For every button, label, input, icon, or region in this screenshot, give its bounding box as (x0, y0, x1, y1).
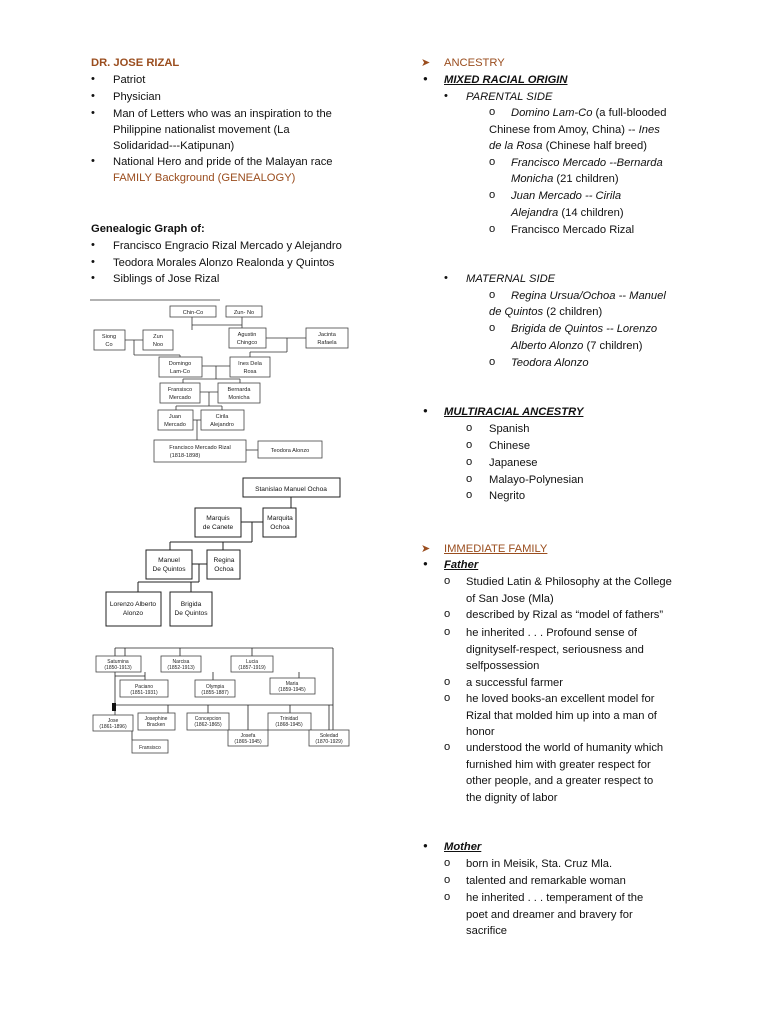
node-ines: Rosa (243, 369, 257, 375)
node-bernarda: Bernarda (227, 387, 251, 393)
node-brigida: Brigida (180, 601, 202, 608)
node-saturnina: Saturnina (107, 659, 129, 665)
node-agustin: Chingco (236, 340, 258, 346)
node-agustin: Agustin (237, 332, 257, 338)
text-span: Alejandra (511, 207, 559, 219)
node-ines: Ines Dela (238, 361, 262, 367)
node-concepcion: (1862-1865) (194, 722, 222, 728)
father-item: Studied Latin & Philosophy at the College (466, 576, 672, 588)
node-lorenzo: Alonzo (122, 610, 144, 617)
node-zun-no: Zun- No (233, 310, 255, 316)
list-item: Francisco Engracio Rizal Mercado y Alejandro (113, 240, 342, 252)
node-lorenzo: Lorenzo Alberto (109, 601, 157, 608)
node-jacinta: Rafaela (317, 340, 337, 346)
node-regina: Regina (213, 557, 235, 564)
node-concepcion: Concepcion (194, 716, 222, 722)
dot-bullet-icon: ● (423, 559, 428, 568)
text-span: (a full-blooded (592, 107, 667, 119)
father-item: understood the world of humanity which (466, 742, 664, 754)
node-jose: (1861-1896) (99, 724, 127, 730)
bullet-glyph: • (91, 256, 95, 268)
node-zun-no-2: Noo (152, 342, 164, 348)
node-lucia: (1857-1919) (238, 665, 266, 671)
circle-bullet: o (489, 289, 496, 301)
node-josefa: (1865-1945) (234, 739, 262, 745)
list-item: National Hero and pride of the Malayan race (113, 156, 333, 168)
section-heading-immediate-family: IMMEDIATE FAMILY (444, 543, 548, 555)
node-jose: Jose (107, 718, 119, 724)
node-soledad: (1870-1929) (315, 739, 343, 745)
circle-bullet: o (466, 456, 473, 468)
node-soledad: Soledad (319, 733, 339, 739)
section-heading-ancestry: ANCESTRY (444, 57, 505, 69)
bullet-glyph: • (91, 272, 95, 284)
node-jacinta: Jacinta (318, 332, 336, 338)
maternal-side-label: MATERNAL SIDE (466, 273, 556, 285)
text-span: (7 children) (583, 340, 643, 352)
mother-item: born in Meisik, Sta. Cruz Mla. (466, 858, 613, 870)
parental-side-label: PARENTAL SIDE (466, 91, 553, 103)
tree3-marker (112, 703, 116, 711)
subheading-mixed-racial-origin: MIXED RACIAL ORIGIN (444, 74, 568, 86)
node-siong-co: Co (105, 342, 113, 348)
race-item: Chinese (489, 440, 531, 452)
race-item: Spanish (489, 423, 530, 435)
maternal-item-2: Brigida de Quintos -- Lorenzo (511, 323, 658, 335)
node-domingo: Lam-Co (170, 369, 190, 375)
circle-bullet: o (444, 741, 451, 753)
node-francisco: Fransisco (167, 387, 193, 393)
text-span: Ines (638, 124, 660, 136)
list-item-cont: Solidaridad---Katipunan) (113, 140, 235, 152)
father-item: described by Rizal as “model of fathers” (466, 609, 664, 621)
list-item: Man of Letters who was an inspiration to the (113, 108, 332, 120)
list-item: Patriot (113, 74, 146, 86)
node-zun-no-2: Zun (153, 334, 163, 340)
text-span: de la Rosa (489, 140, 543, 152)
node-narcisa: Narcisa (172, 659, 190, 665)
arrow-bullet-icon: ➤ (421, 543, 431, 555)
node-lucia: Lucia (246, 659, 258, 665)
text-span: (Chinese half breed) (542, 140, 647, 152)
circle-bullet: o (489, 106, 496, 118)
list-item: Siblings of Jose Rizal (113, 273, 220, 285)
list-item: Physician (113, 91, 161, 103)
list-item: Teodora Morales Alonzo Realonda y Quintos (113, 257, 335, 269)
node-maria: (1859-1945) (278, 687, 306, 693)
father-item-cont: Rizal that molded him up into a man of (466, 710, 657, 722)
node-chin-co: Chin-Co (182, 310, 204, 316)
bullet-glyph: • (444, 272, 448, 284)
father-item-cont: furnished him with greater respect for (466, 759, 651, 771)
father-item: a successful farmer (466, 677, 563, 689)
family-background-heading: FAMILY Background (GENEALOGY) (113, 172, 296, 184)
tree1-boxes (94, 306, 348, 462)
node-maria: Maria (285, 681, 299, 687)
circle-bullet: o (444, 692, 451, 704)
subheading-father: Father (444, 559, 479, 571)
circle-bullet: o (444, 626, 451, 638)
circle-bullet: o (489, 189, 496, 201)
genealogic-graph-title: Genealogic Graph of: (91, 223, 205, 235)
dot-bullet-icon: ● (423, 841, 428, 850)
circle-bullet: o (444, 575, 451, 587)
race-item: Malayo-Polynesian (489, 474, 584, 486)
node-trinidad: Trinidad (280, 716, 298, 722)
father-item-cont: of San Jose (Mla) (466, 593, 554, 605)
parental-item-2-cont (511, 172, 619, 186)
node-regina: Ochoa (214, 566, 234, 573)
node-olympia: Olympia (205, 684, 225, 690)
node-marquis: Marquis (206, 515, 230, 522)
node-paciano: (1851-1931) (130, 690, 158, 696)
node-manuel: De Quintos (152, 566, 186, 573)
bullet-glyph: • (91, 73, 95, 85)
circle-bullet: o (489, 322, 496, 334)
circle-bullet: o (489, 223, 496, 235)
mother-item: he inherited . . . temperament of the (466, 892, 644, 904)
parental-item-1 (511, 106, 666, 120)
maternal-item-1-cont (489, 305, 602, 319)
node-josephine: Josephine (144, 716, 168, 722)
text-span: (21 children) (553, 173, 619, 185)
node-trinidad: (1868-1945) (275, 722, 303, 728)
node-olympia: (1855-1887) (201, 690, 229, 696)
circle-bullet: o (444, 608, 451, 620)
node-stanislao: Stanislao Manuel Ochoa (255, 486, 327, 493)
node-cirila: Cirila (215, 414, 229, 420)
node-narcisa: (1852-1913) (167, 665, 195, 671)
bullet-glyph: • (91, 107, 95, 119)
node-bernarda: Monicha (228, 395, 250, 401)
circle-bullet: o (466, 489, 473, 501)
mother-item-cont: poet and dreamer and bravery for (466, 909, 633, 921)
mother-item: talented and remarkable woman (466, 875, 626, 887)
node-saturnina: (1850-1913) (104, 665, 132, 671)
node-manuel: Manuel (158, 557, 180, 564)
father-item-cont: dignityself-respect, seriousness and (466, 644, 644, 656)
circle-bullet: o (444, 857, 451, 869)
node-cirila: Alejandro (210, 422, 234, 428)
node-fransisco-sibling: Fransisco (139, 745, 161, 751)
circle-bullet: o (466, 473, 473, 485)
mother-item-cont: sacrifice (466, 925, 508, 937)
bullet-glyph: • (91, 155, 95, 167)
bullet-glyph: • (444, 90, 448, 102)
father-item-cont: the dignity of labor (466, 792, 558, 804)
subheading-mother: Mother (444, 841, 482, 853)
node-josefa: Josefa (240, 733, 256, 739)
text-span: Alberto Alonzo (511, 340, 584, 352)
father-item-cont: other people, and a greater respect to (466, 775, 654, 787)
node-francisco: Mercado (169, 395, 191, 401)
parental-item-1-cont (489, 139, 647, 153)
node-brigida: De Quintos (174, 610, 208, 617)
circle-bullet: o (444, 676, 451, 688)
text-span: Chinese from Amoy, China) -- (489, 124, 639, 136)
circle-bullet: o (444, 891, 451, 903)
race-item: Japanese (489, 457, 538, 469)
node-paciano: Paciano (134, 684, 154, 690)
node-francisco-rizal: (1818-1898) (169, 453, 201, 459)
parental-item-3: Juan Mercado -- Cirila (511, 190, 622, 202)
node-marquita: Marquita (267, 515, 293, 522)
text-span: de Quintos (489, 306, 544, 318)
dot-bullet-icon: ● (423, 74, 428, 83)
text-span: Domino Lam-Co (511, 107, 593, 119)
father-item: he loved books-an excellent model for (466, 693, 655, 705)
node-marquis: de Canete (202, 524, 234, 531)
parental-item-3-cont (511, 206, 624, 220)
circle-bullet: o (466, 439, 473, 451)
node-teodora: Teodora Alonzo (270, 448, 310, 454)
list-item-cont: Philippine nationalist movement (La (113, 124, 290, 136)
subheading-multiracial-ancestry: MULTIRACIAL ANCESTRY (444, 406, 584, 418)
dot-bullet-icon: ● (423, 406, 428, 415)
maternal-item-1: Regina Ursua/Ochoa -- Manuel (511, 290, 666, 302)
circle-bullet: o (444, 874, 451, 886)
bullet-glyph: • (91, 90, 95, 102)
node-francisco-rizal: Francisco Mercado Rizal (169, 445, 231, 451)
node-josephine: Bracken (146, 722, 166, 728)
circle-bullet: o (489, 356, 496, 368)
parental-item-2: Francisco Mercado --Bernarda (511, 157, 663, 169)
text-span: Monicha (511, 173, 554, 185)
node-juan: Juan (168, 414, 182, 420)
circle-bullet: o (466, 422, 473, 434)
father-item: he inherited . . . Profound sense of (466, 627, 638, 639)
parental-item-4: Francisco Mercado Rizal (511, 224, 635, 236)
node-juan: Mercado (164, 422, 186, 428)
circle-bullet: o (489, 156, 496, 168)
node-domingo: Domingo (168, 361, 192, 367)
father-item-cont: selfpossession (466, 660, 540, 672)
text-span: (14 children) (558, 207, 624, 219)
parental-item-1-cont (489, 123, 660, 137)
arrow-bullet-icon: ➤ (421, 57, 431, 69)
maternal-item-2-cont (511, 339, 642, 353)
race-item: Negrito (489, 490, 526, 502)
node-marquita: Ochoa (270, 524, 290, 531)
father-item-cont: honor (466, 726, 495, 738)
doc-title: DR. JOSE RIZAL (91, 57, 180, 69)
text-span: (2 children) (543, 306, 603, 318)
node-siong-co: Siong (101, 334, 117, 340)
bullet-glyph: • (91, 239, 95, 251)
maternal-item-3: Teodora Alonzo (511, 357, 589, 369)
